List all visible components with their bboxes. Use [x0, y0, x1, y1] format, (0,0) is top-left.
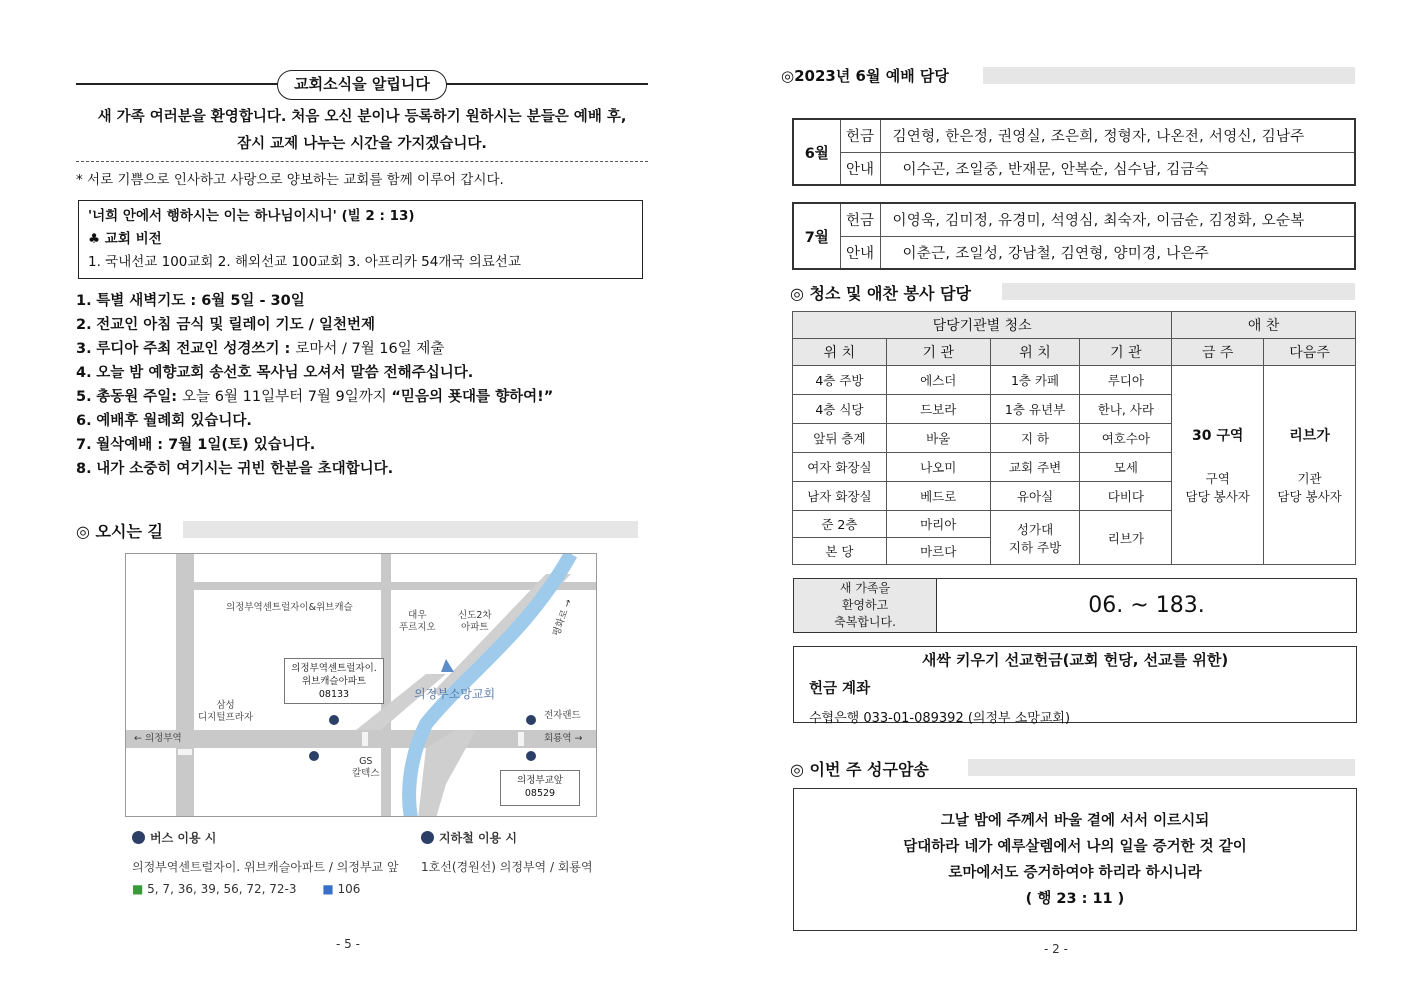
bus-info-title: 버스 이용 시 [132, 829, 216, 846]
news-title: 교회소식을 알립니다 [277, 70, 447, 100]
june-offering-label: 헌금 [840, 119, 880, 152]
new-family-count: 06. ~ 183. [1088, 593, 1205, 618]
table-row: 준 2층 마리아 성가대 지하 주방 리브가 [793, 511, 1356, 538]
table-row: 남자 화장실 베드로 유아실 다비다 [793, 482, 1356, 511]
map-label-road: 평화로 → [551, 597, 575, 638]
july-offering-label: 헌금 [840, 203, 880, 236]
table-row: 4층 주방 에스더 1층 카페 루디아 30 구역 구역 담당 봉사자 리브가 기관 담당 봉사자 [793, 366, 1356, 395]
subway-info-title: 지하철 이용 시 [421, 829, 517, 846]
welcome-line-1: 새 가족 여러분을 환영합니다. 처음 오신 분이나 등록하기 원하시는 분들은 예배 후, [97, 109, 627, 125]
col-this-week: 금 주 [1172, 339, 1264, 366]
table-row: 여자 화장실 나오미 교회 주변 모세 [793, 453, 1356, 482]
worship-title-bar [983, 67, 1355, 84]
announcement-item: 1. 특별 새벽기도 : 6월 5일 - 30일 [76, 293, 305, 309]
col-location-2: 위 치 [990, 339, 1080, 366]
page-number-left: - 5 - [336, 937, 360, 951]
page-number-right: - 2 - [1044, 942, 1068, 956]
june-guide-label: 안내 [840, 152, 880, 185]
welcome-line-2: 잠시 교제 나누는 시간을 가지겠습니다. [237, 136, 487, 152]
map-bus-stop-box-2: 의정부교앞 08529 [500, 770, 580, 806]
june-offering-names: 김연형, 한은정, 권영실, 조은희, 정형자, 나온전, 서영신, 김남주 [880, 119, 1355, 152]
memory-verse-box [793, 788, 1357, 931]
bus-stop-info: 의정부역센트럴자이. 위브캐슬아파트 / 의정부교 앞 [132, 860, 399, 874]
green-bus-icon: ■ [132, 882, 144, 896]
june-guide-names: 이수곤, 조일중, 반재문, 안복순, 심수남, 김금숙 [880, 152, 1355, 185]
announcement-item: 6. 예배후 월례회 있습니다. [76, 413, 252, 429]
announcement-item: 4. 오늘 밤 예향교회 송선호 목사님 오셔서 말씀 전해주십니다. [76, 365, 474, 381]
july-guide-names: 이춘근, 조일성, 강남철, 김연형, 양미경, 나은주 [880, 236, 1355, 269]
new-family-box [793, 578, 1357, 633]
announcement-item: 5. 총동원 주일: 오늘 6월 11일부터 7월 9일까지 “믿음의 푯대를 향하여!” [76, 389, 554, 405]
subway-icon [421, 831, 434, 844]
july-duty-table [792, 202, 1356, 270]
vision-box [78, 200, 643, 279]
june-month: 6월 [793, 119, 840, 185]
verse-title-bar [968, 759, 1355, 776]
this-week-cell: 30 구역 구역 담당 봉사자 [1172, 366, 1264, 565]
map-label-hoeryong-station: 회룡역 → [544, 733, 583, 744]
table-row: 앞뒤 층계 바울 지 하 여호수아 [793, 424, 1356, 453]
map-label-electroland: 전자랜드 [544, 710, 581, 721]
announcement-list [76, 289, 553, 481]
table-row: 4층 식당 드보라 1층 유년부 한나, 사라 [793, 395, 1356, 424]
dashed-divider [76, 161, 648, 162]
verse-line: 로마에서도 증거하여야 하리라 하시니라 [948, 865, 1202, 881]
greeting-note: * 서로 기쁨으로 인사하고 사랑으로 양보하는 교회를 함께 이루어 갑시다. [76, 172, 504, 188]
map-label-sindo: 신도2차 아파트 [458, 610, 492, 633]
map-label-church: 의정부소망교회 [414, 687, 496, 701]
verse-line: 담대하라 네가 예루살렘에서 나의 일을 증거한 것 같이 [903, 839, 1247, 855]
map-label-gs-caltex: GS 칼텍스 [352, 756, 380, 779]
col-next-week: 다음주 [1264, 339, 1356, 366]
col-organization-2: 기 관 [1080, 339, 1172, 366]
new-family-label: 새 가족을 환영하고 축복합니다. [794, 579, 937, 632]
next-week-cell: 리브가 기관 담당 봉사자 [1264, 366, 1356, 565]
cleaning-header: 담당기관별 청소 [793, 312, 1172, 339]
service-table [792, 311, 1356, 565]
service-title: ◎ 청소 및 애찬 봉사 담당 [790, 284, 971, 303]
verse-line: 그날 밤에 주께서 바울 곁에 서서 이르시되 [940, 813, 1210, 829]
meal-header: 애 찬 [1172, 312, 1356, 339]
vision-verse: '너희 안에서 행하시는 이는 하나님이시니' (빌 2 : 13) [88, 208, 415, 224]
directions-title-bar [183, 521, 638, 538]
july-offering-names: 이영욱, 김미정, 유경미, 석영심, 최숙자, 이금순, 김정화, 오순복 [880, 203, 1355, 236]
blue-bus-icon: ■ [322, 882, 334, 896]
map-label-apartment: 의정부역센트럴자이&위브캐슬 [226, 602, 353, 613]
offering-label: 헌금 계좌 [809, 681, 871, 697]
service-title-bar [1002, 283, 1355, 300]
announcement-item: 8. 내가 소중히 여기시는 귀빈 한분을 초대합니다. [76, 461, 394, 477]
map-label-daewoo: 대우 푸르지오 [399, 610, 436, 633]
announcement-item: 3. 루디아 주최 전교인 성경쓰기 : 로마서 / 7월 16일 제출 [76, 341, 445, 357]
directions-map [125, 553, 597, 817]
merged-location: 성가대 지하 주방 [990, 511, 1080, 565]
col-organization: 기 관 [886, 339, 990, 366]
july-guide-label: 안내 [840, 236, 880, 269]
announcement-item: 2. 전교인 아침 금식 및 릴레이 기도 / 일천번제 [76, 317, 375, 333]
map-bus-stop-box: 의정부역센트럴자이. 위브캐슬아파트 08133 [284, 658, 384, 704]
merged-organization: 리브가 [1080, 511, 1172, 565]
vision-items: 1. 국내선교 100교회 2. 해외선교 100교회 3. 아프리카 54개국 의료선교 [88, 254, 521, 270]
col-location: 위 치 [793, 339, 887, 366]
offering-account: 수협은행 033-01-089392 (의정부 소망교회) [809, 711, 1071, 726]
verse-reference: ( 행 23 : 11 ) [1025, 891, 1125, 907]
offering-title: 새싹 키우기 선교헌금(교회 헌당, 선교를 위한) [921, 651, 1229, 669]
verse-title: ◎ 이번 주 성구암송 [790, 760, 929, 779]
mission-offering-box [793, 646, 1357, 726]
worship-title: ◎2023년 6월 예배 담당 [781, 67, 949, 85]
subway-info: 1호선(경원선) 의정부역 / 회룡역 [421, 860, 593, 874]
june-duty-table [792, 118, 1356, 186]
announcement-item: 7. 월삭예배 : 7월 1일(토) 있습니다. [76, 437, 316, 453]
map-label-uijeongbu-station: ← 의정부역 [134, 733, 182, 744]
directions-title: ◎ 오시는 길 [76, 522, 163, 541]
table-row: 본 당 마르다 [793, 538, 1356, 565]
vision-title: ♣ 교회 비전 [88, 231, 162, 247]
bus-icon [132, 831, 145, 844]
bus-routes: ■ 5, 7, 36, 39, 56, 72, 72-3 ■ 106 [132, 882, 361, 896]
map-label-samsung: 삼성 디지털프라자 [198, 700, 254, 723]
welcome-text [76, 104, 648, 158]
july-month: 7월 [793, 203, 840, 269]
